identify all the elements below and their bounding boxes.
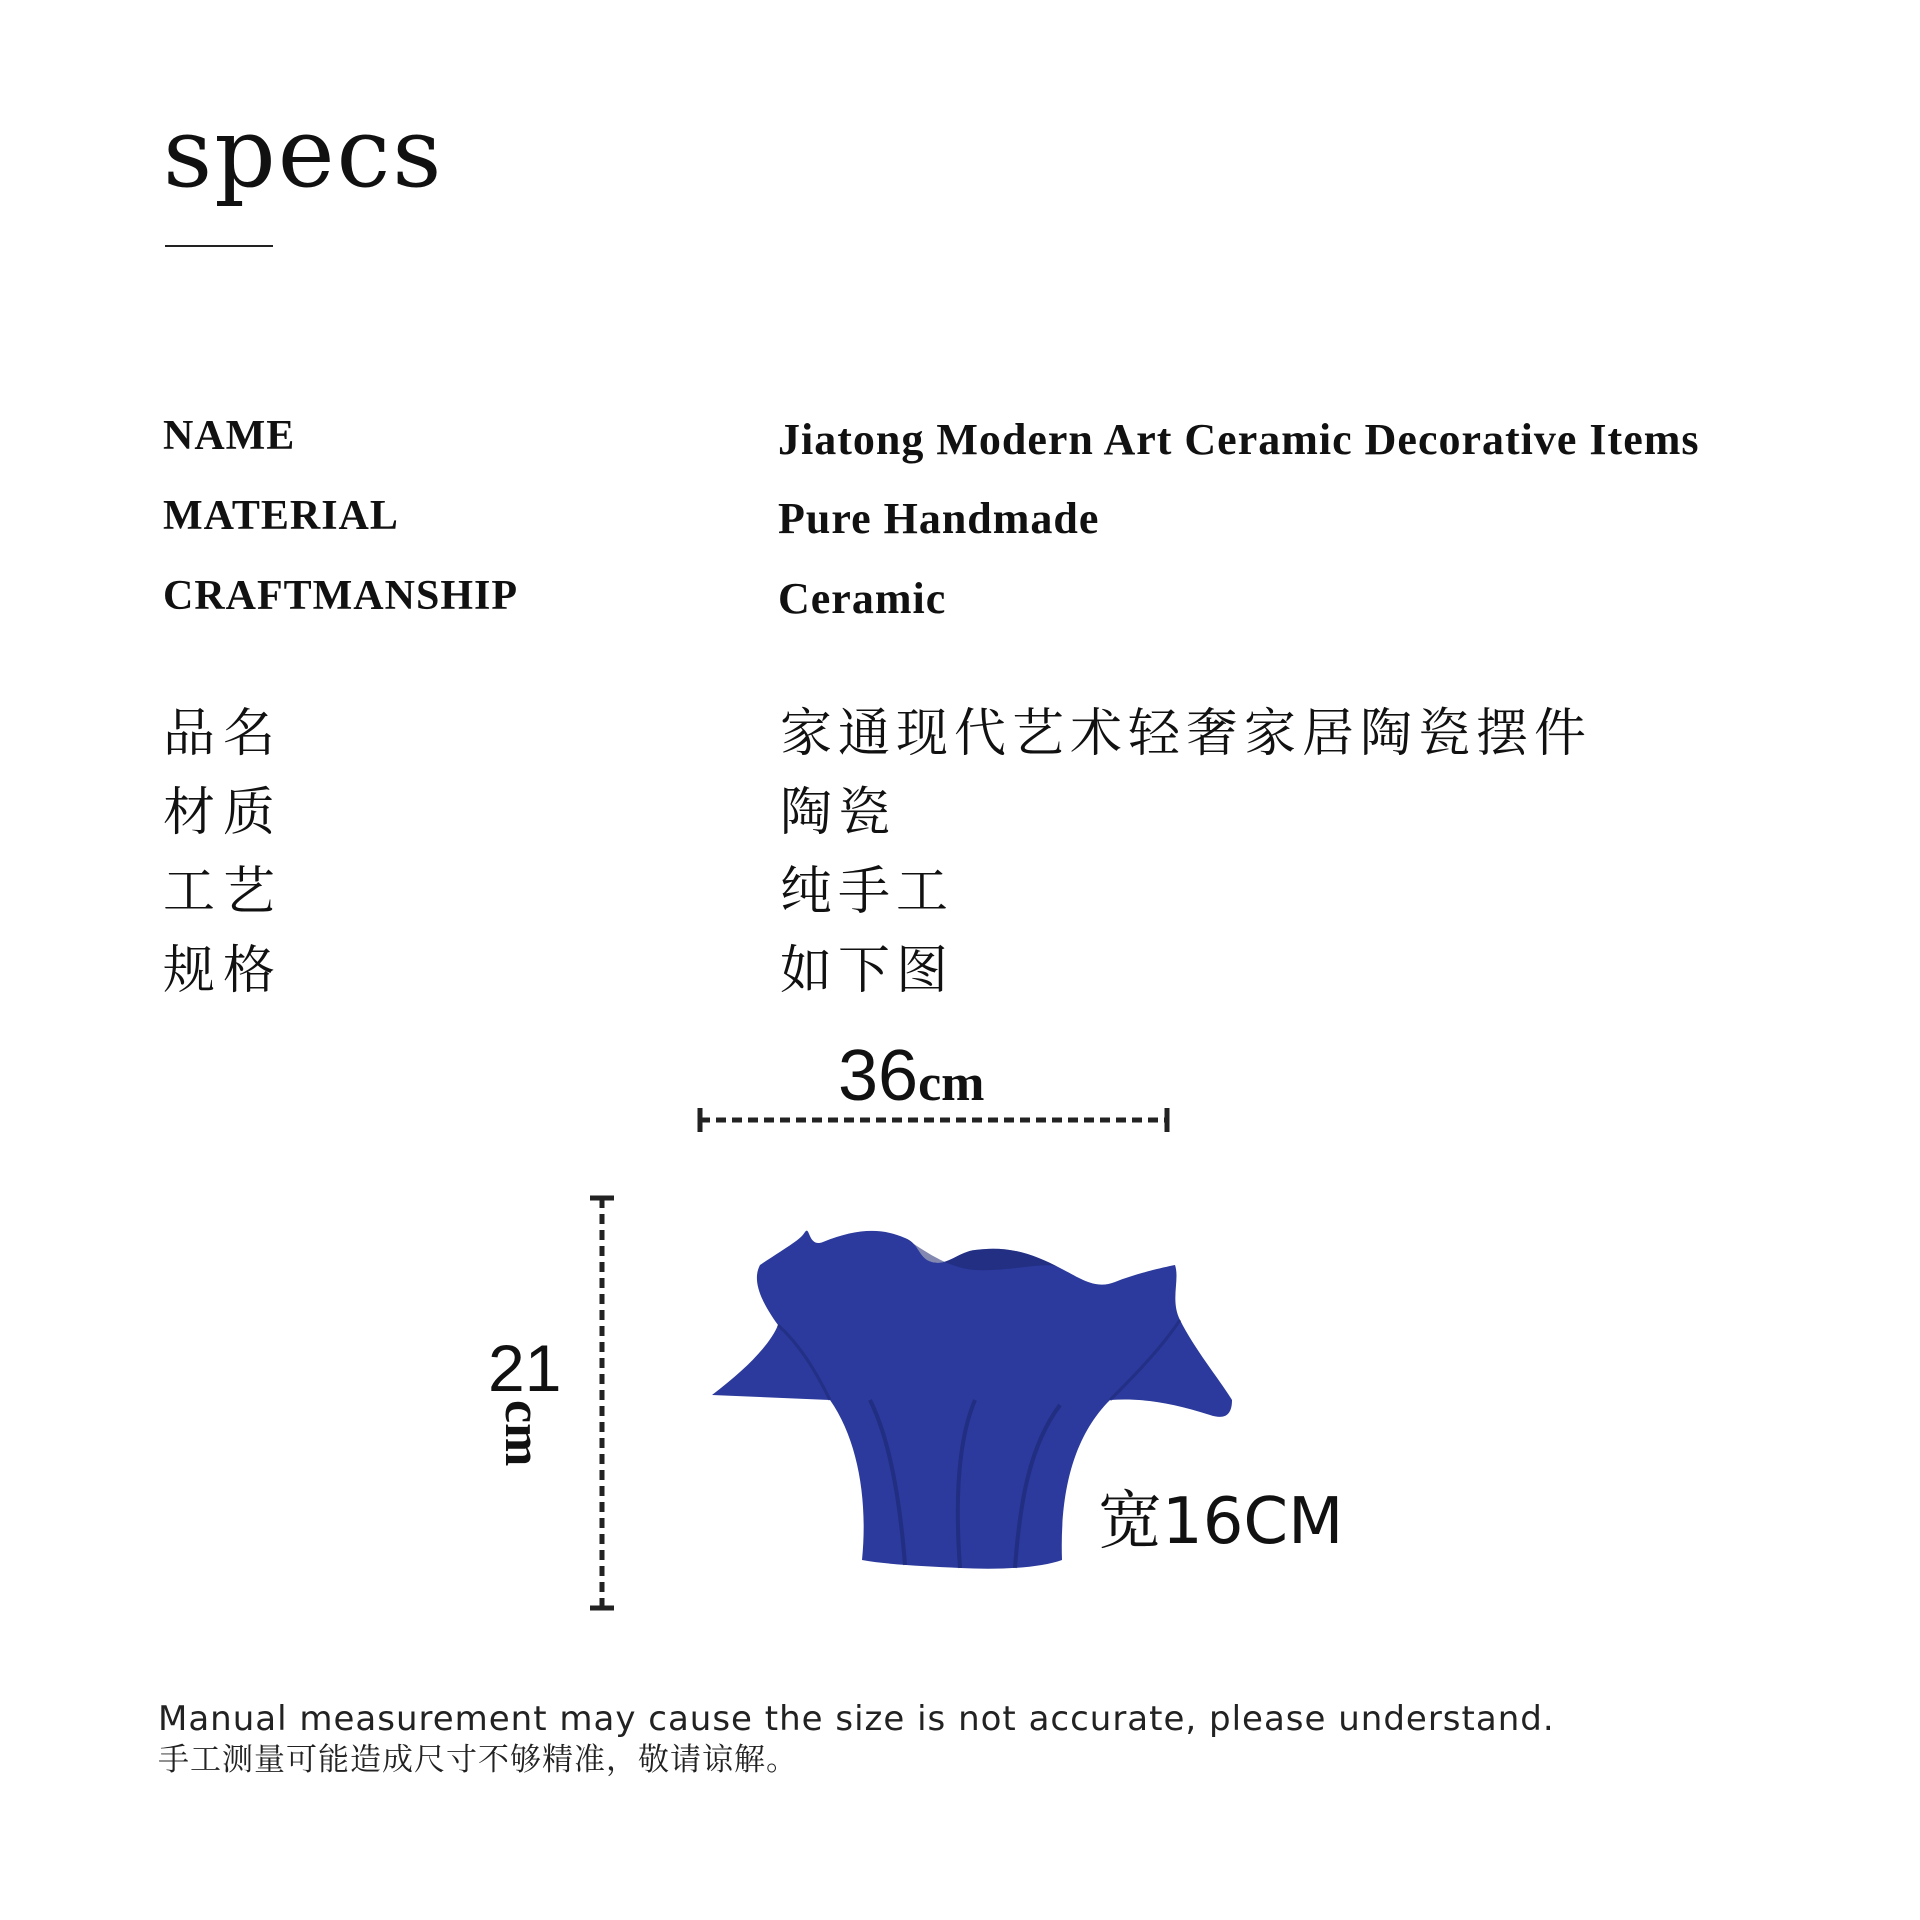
craftmanship-label: CRAFTMANSHIP bbox=[163, 573, 518, 619]
width-value: 36 bbox=[838, 1036, 919, 1116]
height-dimension-line bbox=[590, 1198, 614, 1608]
height-unit: cm bbox=[494, 1400, 551, 1467]
cn-name-label: 品名 bbox=[163, 704, 284, 764]
cn-craft-label: 工艺 bbox=[163, 862, 284, 922]
disclaimer-cn: 手工测量可能造成尺寸不够精准，敬请谅解。 bbox=[158, 1742, 798, 1778]
cn-size-label: 规格 bbox=[163, 941, 284, 1001]
craftmanship-value: Ceramic bbox=[778, 574, 947, 623]
width-dimension-label bbox=[838, 1036, 985, 1116]
cn-name-value: 家通现代艺术轻奢家居陶瓷摆件 bbox=[780, 704, 1593, 764]
material-label: MATERIAL bbox=[163, 493, 399, 539]
height-value: 21 bbox=[488, 1331, 562, 1405]
name-value: Jiatong Modern Art Ceramic Decorative Items bbox=[778, 415, 1700, 464]
page-title: specs bbox=[163, 97, 444, 209]
cn-material-value: 陶瓷 bbox=[780, 783, 897, 843]
cn-size-value: 如下图 bbox=[780, 941, 955, 1001]
width-unit: cm bbox=[918, 1055, 985, 1112]
depth-dimension-label: 宽16CM bbox=[1098, 1485, 1344, 1559]
cn-craft-value: 纯手工 bbox=[780, 862, 955, 922]
material-value: Pure Handmade bbox=[778, 494, 1100, 543]
cn-material-label: 材质 bbox=[163, 783, 284, 843]
name-label: NAME bbox=[163, 413, 296, 459]
disclaimer-en: Manual measurement may cause the size is not accurate, please understand. bbox=[158, 1699, 1555, 1739]
